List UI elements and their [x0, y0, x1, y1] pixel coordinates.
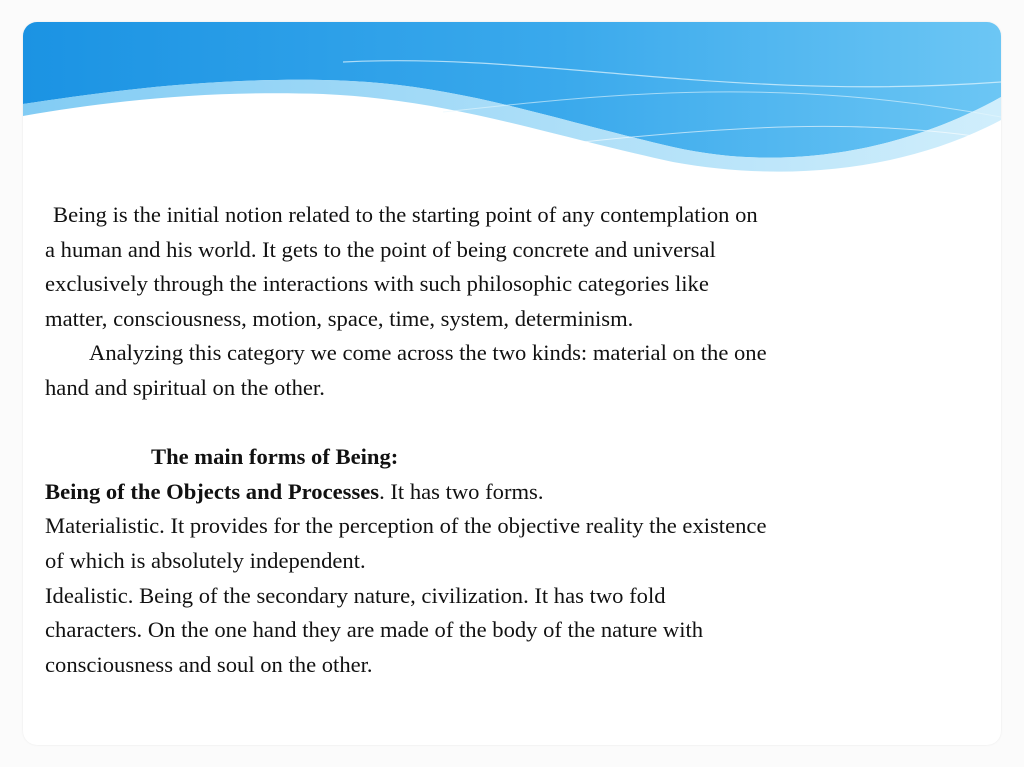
materialistic-line1: Materialistic. It provides for the perception of the objective reality the existence — [45, 513, 767, 539]
idealistic-line1: Idealistic. Being of the secondary nature, civilization. It has two fold — [45, 582, 666, 608]
idealistic-line3: consciousness and soul on the other. — [45, 651, 373, 677]
materialistic-line2: of which is absolutely independent. — [45, 547, 366, 573]
paragraph1-line2: a human and his world. It gets to the point of being concrete and universal — [45, 236, 716, 262]
paragraph1-line1: Being is the initial notion related to the starting point of any contemplation on — [53, 202, 758, 227]
objects-line — [45, 475, 975, 510]
objects-rest: . It has two forms. — [379, 478, 544, 504]
header-wave-band — [23, 22, 1001, 172]
objects-title: Being of the Objects and Processes — [45, 478, 380, 504]
blank-line — [45, 406, 975, 441]
paragraph2-line2: hand and spiritual on the other. — [45, 374, 325, 400]
paragraph2-line1: Analyzing this category we come across the two kinds: material on the one — [89, 340, 767, 366]
idealistic-line2: characters. On the one hand they are made of the body of the nature with — [45, 617, 704, 643]
paragraph1-line3: exclusively through the interactions with such philosophic categories like — [45, 271, 709, 297]
paragraph1-line4: matter, consciousness, motion, space, time, system, determinism. — [45, 305, 634, 331]
slide-body-text — [45, 198, 975, 682]
forms-heading: The main forms of Being: — [151, 444, 399, 470]
